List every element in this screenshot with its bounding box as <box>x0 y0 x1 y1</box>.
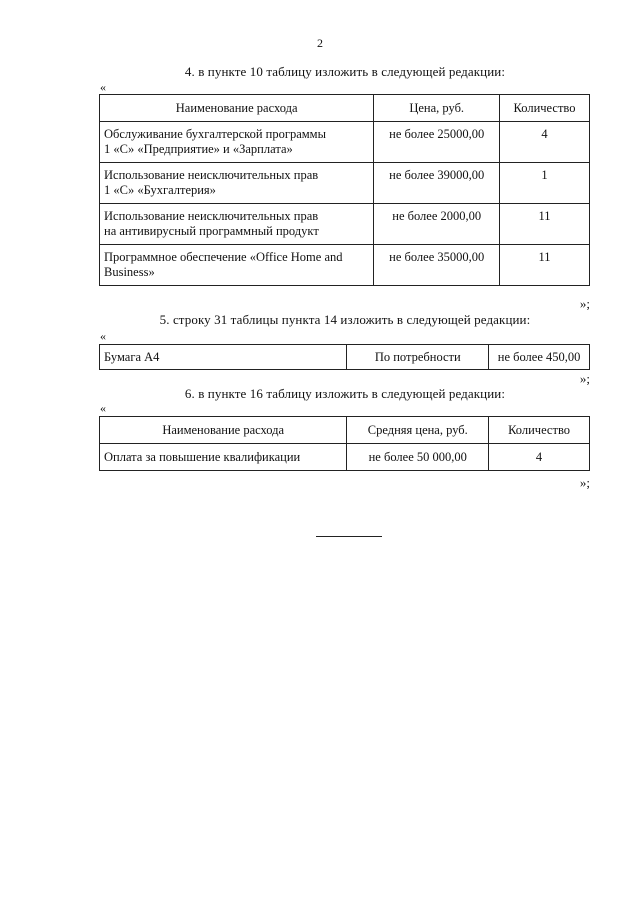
item-name-cell: Бумага А4 <box>100 345 347 370</box>
table-row <box>100 122 590 163</box>
expense-name-cell: Обслуживание бухгалтерской программы 1 «С» «Предприятие» и «Зарплата» <box>100 122 374 163</box>
closing-divider-line <box>316 536 382 537</box>
table-row <box>100 444 590 471</box>
table-header-row <box>100 417 590 444</box>
section-5-close-quote: »; <box>579 371 590 386</box>
table-row <box>100 204 590 245</box>
header-expense-name: Наименование расхода <box>100 95 374 122</box>
section-6-open-quote: « <box>100 401 106 415</box>
section-5-heading: 5. строку 31 таблицы пункта 14 изложить в следующей редакции: <box>159 312 531 327</box>
price-cell: не более 50 000,00 <box>347 444 489 471</box>
table-row <box>100 345 590 370</box>
norm-cell: По потребности <box>347 345 489 370</box>
paper-row-table-section-5 <box>99 344 590 370</box>
section-6-close-quote: »; <box>579 475 590 490</box>
quantity-cell: 11 <box>500 204 590 245</box>
price-cell: не более 35000,00 <box>374 245 500 286</box>
header-quantity: Количество <box>489 417 590 444</box>
header-price: Цена, руб. <box>374 95 500 122</box>
quantity-cell: 11 <box>500 245 590 286</box>
section-4-close-quote: »; <box>579 296 590 311</box>
header-expense-name: Наименование расхода <box>100 417 347 444</box>
section-6-heading: 6. в пункте 16 таблицу изложить в следующей редакции: <box>184 386 506 401</box>
section-4-heading: 4. в пункте 10 таблицу изложить в следующей редакции: <box>184 64 506 79</box>
table-row <box>100 163 590 204</box>
training-table-section-6 <box>99 416 590 471</box>
expense-name-cell: Программное обеспечение «Office Home and Business» <box>100 245 374 286</box>
price-cell: не более 25000,00 <box>374 122 500 163</box>
section-4-open-quote: « <box>100 80 106 94</box>
table-header-row <box>100 95 590 122</box>
section-5-open-quote: « <box>100 329 106 343</box>
price-cell: не более 450,00 <box>489 345 590 370</box>
quantity-cell: 4 <box>489 444 590 471</box>
page-number: 2 <box>317 36 323 50</box>
price-cell: не более 2000,00 <box>374 204 500 245</box>
header-quantity: Количество <box>500 95 590 122</box>
table-row <box>100 245 590 286</box>
expense-name-cell: Оплата за повышение квалификации <box>100 444 347 471</box>
quantity-cell: 4 <box>500 122 590 163</box>
expense-table-section-4 <box>99 94 590 286</box>
quantity-cell: 1 <box>500 163 590 204</box>
expense-name-cell: Использование неисключительных прав на антивирусный программный продукт <box>100 204 374 245</box>
price-cell: не более 39000,00 <box>374 163 500 204</box>
expense-name-cell: Использование неисключительных прав 1 «С» «Бухгалтерия» <box>100 163 374 204</box>
header-average-price: Средняя цена, руб. <box>347 417 489 444</box>
